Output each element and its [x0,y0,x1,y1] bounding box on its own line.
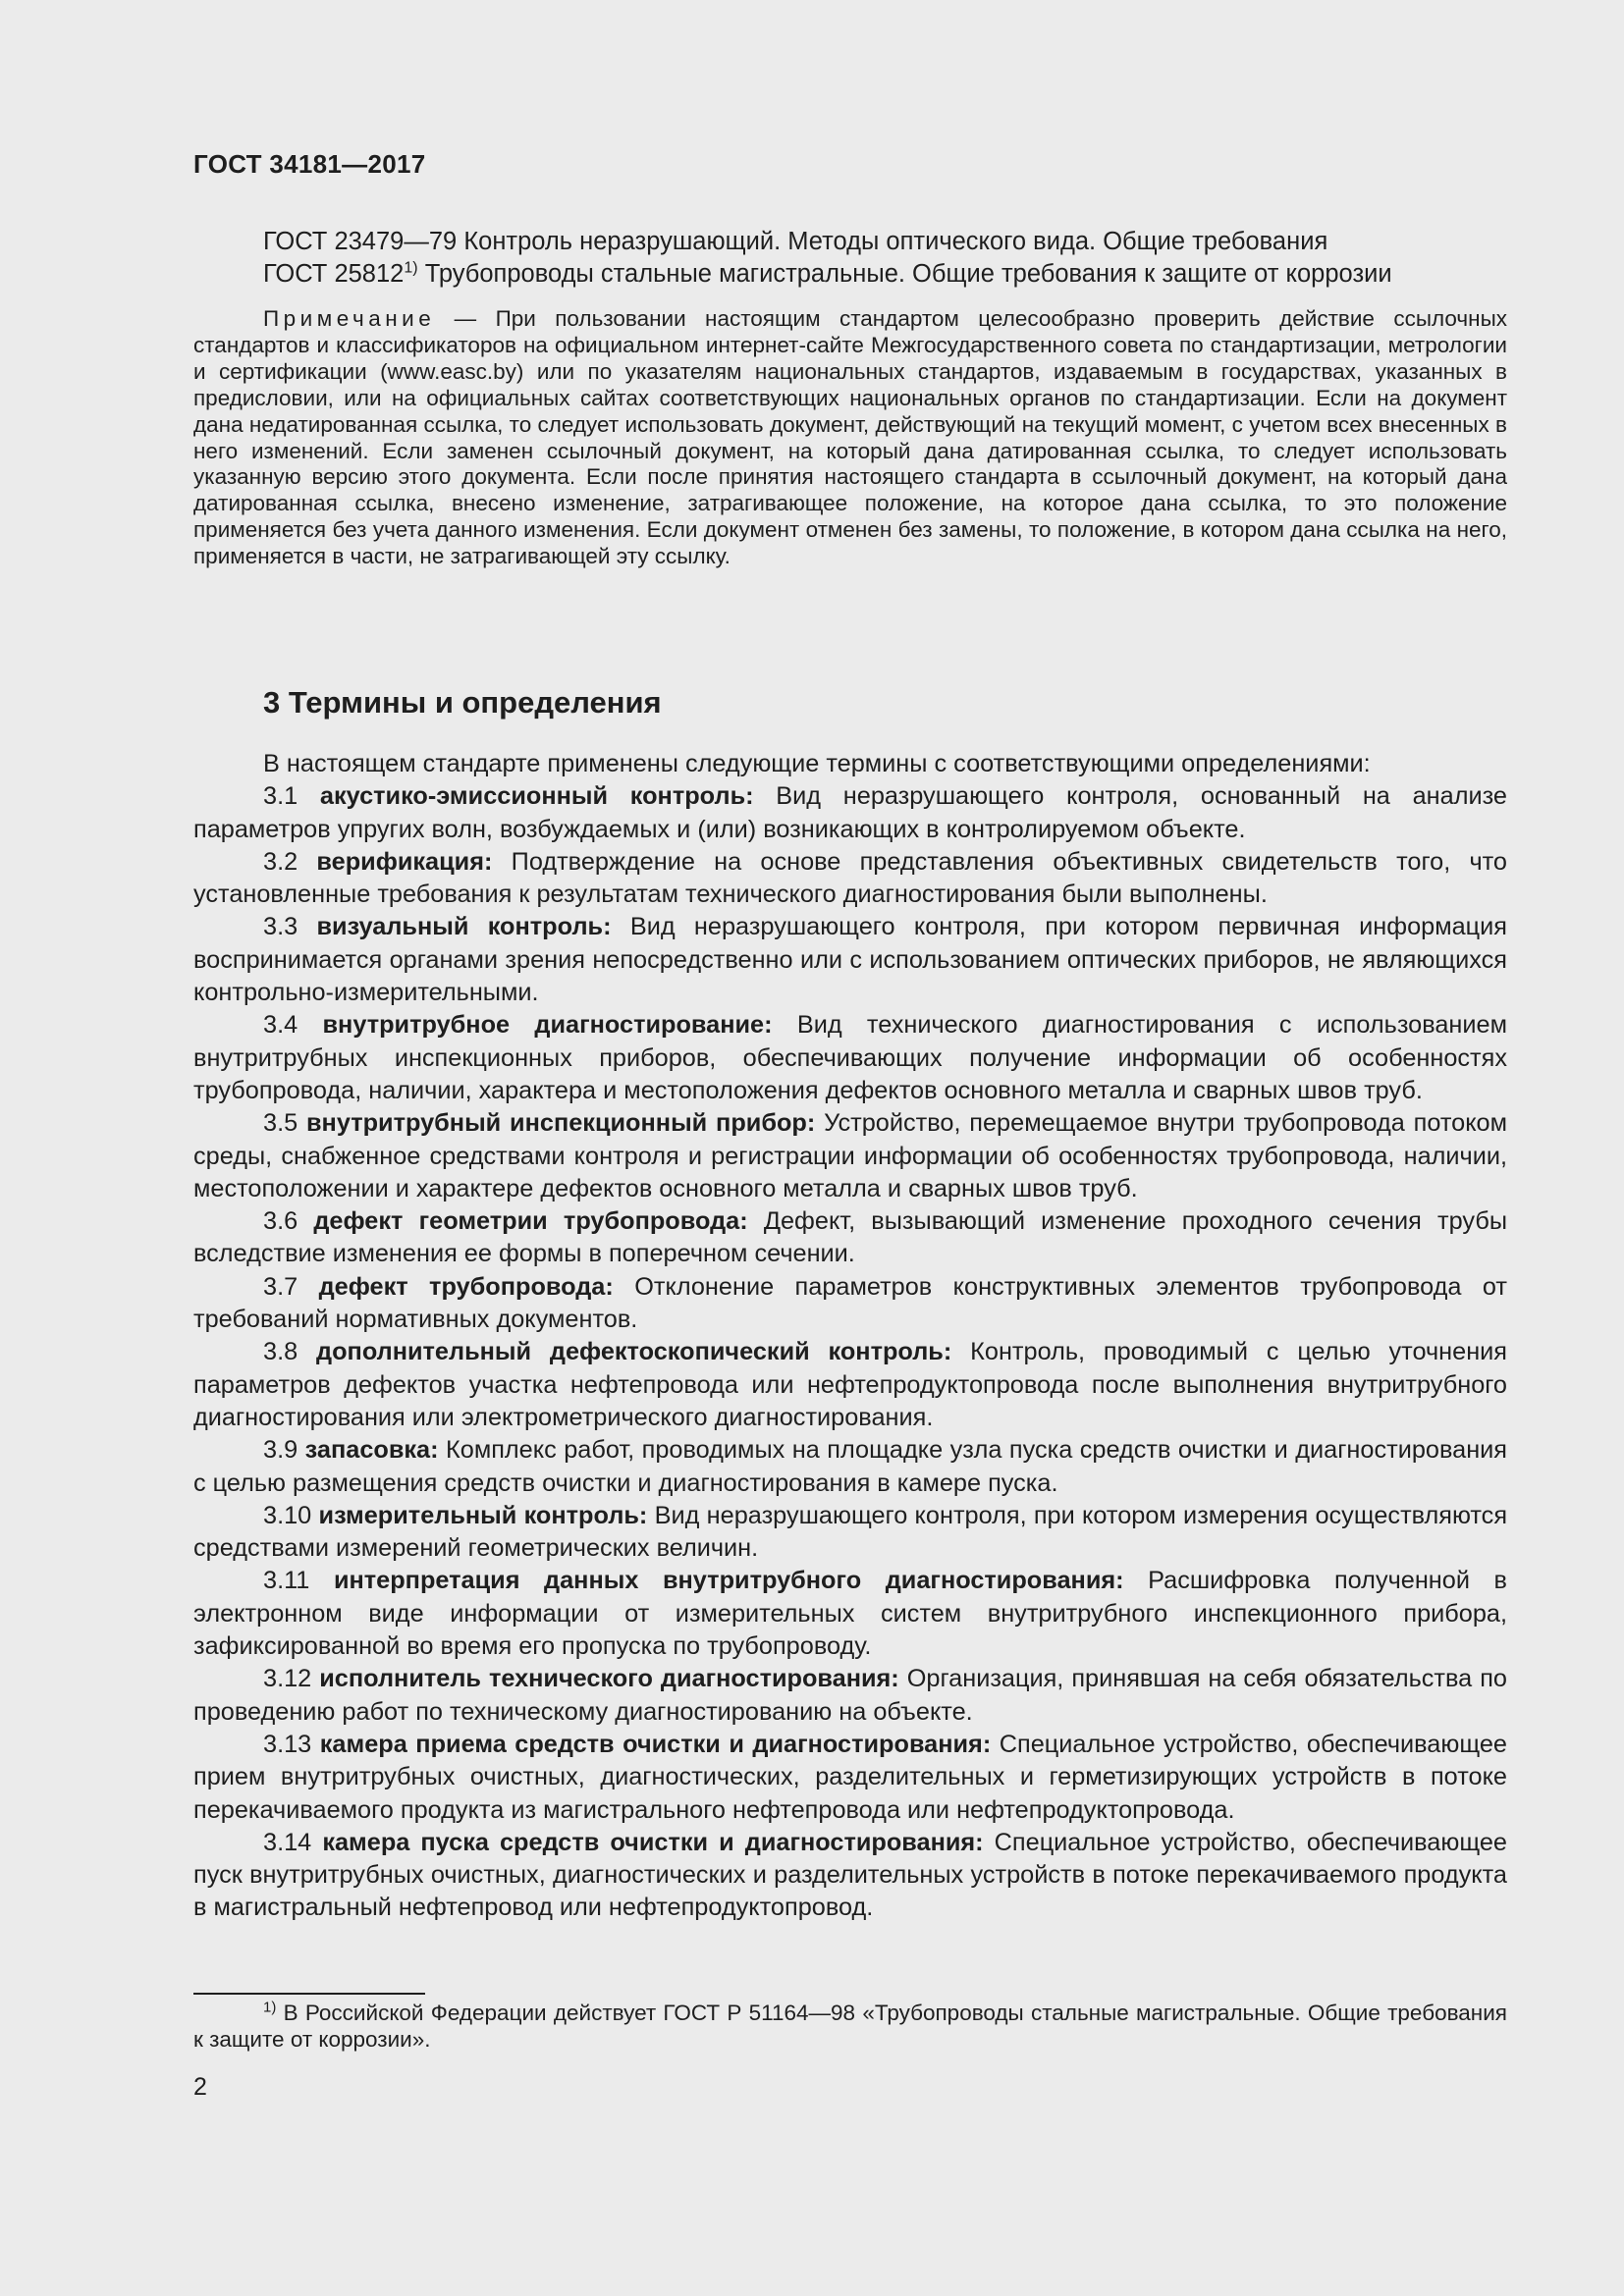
term-number: 3.2 [263,847,298,876]
term-entry [193,1009,1507,1107]
term-entry [193,1271,1507,1337]
term-name: акустико-эмиссионный контроль: [319,782,754,811]
term-entry [193,1107,1507,1205]
term-entry [193,846,1507,912]
term-entry [193,1205,1507,1271]
term-definition: Комплекс работ, проводимых на площадке узла пуска средств очистки и диагностирования с целью размещения средств очистки и диагностирования в камере пуска. [193,1436,1507,1497]
reference-title: Трубопроводы стальные магистральные. Общие требования к защите от коррозии [424,260,1392,288]
term-definition: Вид неразрушающего контроля, основанный на анализе параметров упругих волн, возбуждаемых и (или) возникающих в контролируемом объекте. [193,782,1507,843]
term-entry [193,780,1507,846]
document-id-header: ГОСТ 34181—2017 [193,149,426,179]
reference-item [193,258,1507,291]
reference-code: ГОСТ 23479—79 [263,228,458,255]
term-name: запасовка: [304,1436,439,1465]
footnote-mark: 1) [263,1999,277,2016]
term-number: 3.4 [263,1011,298,1040]
reference-code: ГОСТ 25812 [263,260,405,288]
term-definition: Вид технического диагностирования с использованием внутритрубных инспекционных приборов, обеспечивающих получение информации об особенностях трубопровода, наличии, характера и местоположения дефектов основного металла и сварных швов труб. [193,1011,1507,1104]
term-definition: Специальное устройство, обеспечивающее прием внутритрубных очистных, диагностических, разделительных и герметизирующих устройств в потоке перекачиваемого продукта из магистрального нефтепровода или нефтепродуктопровода. [193,1730,1508,1824]
term-name: верификация: [316,847,493,876]
note-label: Примечание [263,306,436,331]
term-number: 3.11 [263,1567,310,1595]
term-definition: Дефект, вызывающий изменение проходного сечения трубы вследствие изменения ее формы в поперечном сечении. [193,1207,1508,1268]
term-entry [193,911,1507,1009]
normative-references [193,226,1507,291]
page-number: 2 [193,2073,207,2101]
reference-item [193,226,1507,258]
term-number: 3.10 [263,1501,312,1529]
term-number: 3.12 [263,1665,312,1693]
term-number: 3.3 [263,913,298,941]
term-definition: Организация, принявшая на себя обязательства по проведению работ по техническому диагностированию на объекте. [193,1665,1507,1726]
term-definition: Специальное устройство, обеспечивающее пуск внутритрубных очистных, диагностических и разделительных устройств в потоке перекачиваемого продукта в магистральный нефтепровод или нефтепродуктопровод. [193,1828,1507,1922]
footnote [193,2000,1507,2053]
term-entry [193,1565,1507,1663]
footnote-text: В Российской Федерации действует ГОСТ Р 51164—98 «Трубопроводы стальные магистральные. Общие требования к защите от коррозии». [193,2001,1507,2052]
term-number: 3.13 [263,1730,312,1758]
term-number: 3.9 [263,1436,298,1465]
term-name: внутритрубное диагностирование: [322,1011,773,1040]
reference-title: Контроль неразрушающий. Методы оптического вида. Общие требования [463,228,1328,255]
term-definition: Отклонение параметров конструктивных элементов трубопровода от требований нормативных документов. [193,1272,1507,1334]
term-name: исполнитель технического диагностирования: [319,1665,899,1693]
terms-list [193,748,1507,1925]
term-entry [193,1827,1507,1925]
footnote-divider [193,1993,425,1995]
term-definition: Вид неразрушающего контроля, при котором первичная информация воспринимается органами зрения непосредственно или с использованием оптических приборов, не являющихся контрольно-измерительными. [193,913,1507,1007]
term-name: интерпретация данных внутритрубного диагностирования: [333,1567,1124,1595]
section-intro: В настоящем стандарте применены следующие термины с соответствующими определениями: [263,750,1371,777]
note-text: — При пользовании настоящим стандартом целесообразно проверить действие ссылочных стандартов и классификаторов на официальном интернет-сайте Межгосударственного совета по стандартизации, метрологии и сертификации (www.easc.by) или по указателям национальных стандартов, издаваемым в государствах, указанных в предисловии, или на официальных сайтах соответствующих национальных органов по стандартизации. Если на документ дана недатированная ссылка, то следует использовать документ, действующий на текущий момент, с учетом всех внесенных в него изменений. Если заменен ссылочный документ, на который дана датированная ссылка, то следует использовать указанную версию этого документа. Если после принятия настоящего стандарта в ссылочный документ, на который дана датированная ссылка, внесено изменение, затрагивающее положение, на которое дана ссылка, то это положение применяется без учета данного изменения. Если документ отменен без замены, то положение, в котором дана ссылка на него, применяется в части, не затрагивающей эту ссылку. [193,306,1507,569]
term-number: 3.7 [263,1272,298,1301]
term-name: измерительный контроль: [318,1501,648,1529]
term-name: дефект геометрии трубопровода: [313,1207,748,1236]
term-name: внутритрубный инспекционный прибор: [306,1109,816,1138]
term-definition: Контроль, проводимый с целью уточнения параметров дефектов участка нефтепровода или нефтепродуктопровода после выполнения внутритрубного диагностирования или электрометрического диагностирования. [193,1338,1508,1431]
term-definition: Вид неразрушающего контроля, при котором измерения осуществляются средствами измерений геометрических величин. [193,1501,1508,1563]
term-number: 3.5 [263,1109,298,1138]
term-name: камера приема средств очистки и диагностирования: [319,1730,992,1758]
term-definition: Устройство, перемещаемое внутри трубопровода потоком среды, снабженное средствами контроля и регистрации информации об особенностях трубопровода, наличии, местоположении и характере дефектов основного металла и сварных швов труб. [193,1109,1508,1202]
term-number: 3.14 [263,1828,312,1856]
footnote-mark: 1) [404,259,418,277]
term-entry [193,1663,1507,1729]
note-paragraph [193,306,1507,570]
term-number: 3.1 [263,782,298,811]
term-definition: Подтверждение на основе представления объективных свидетельств того, что установленные требования к результатам технического диагностирования были выполнены. [193,847,1508,909]
term-name: дополнительный дефектоскопический контроль: [316,1338,952,1366]
term-number: 3.8 [263,1338,298,1366]
term-name: визуальный контроль: [316,913,612,941]
term-entry [193,1336,1507,1434]
term-number: 3.6 [263,1207,298,1236]
term-definition: Расшифровка полученной в электронном виде информации от измерительных систем внутритрубного инспекционного прибора, зафиксированной во время его пропуска по трубопроводу. [193,1567,1507,1661]
term-name: камера пуска средств очистки и диагностирования: [322,1828,984,1856]
term-entry [193,1729,1507,1827]
term-name: дефект трубопровода: [318,1272,614,1301]
section-title: 3 Термины и определения [263,685,662,720]
term-entry [193,1500,1507,1566]
term-entry [193,1434,1507,1500]
